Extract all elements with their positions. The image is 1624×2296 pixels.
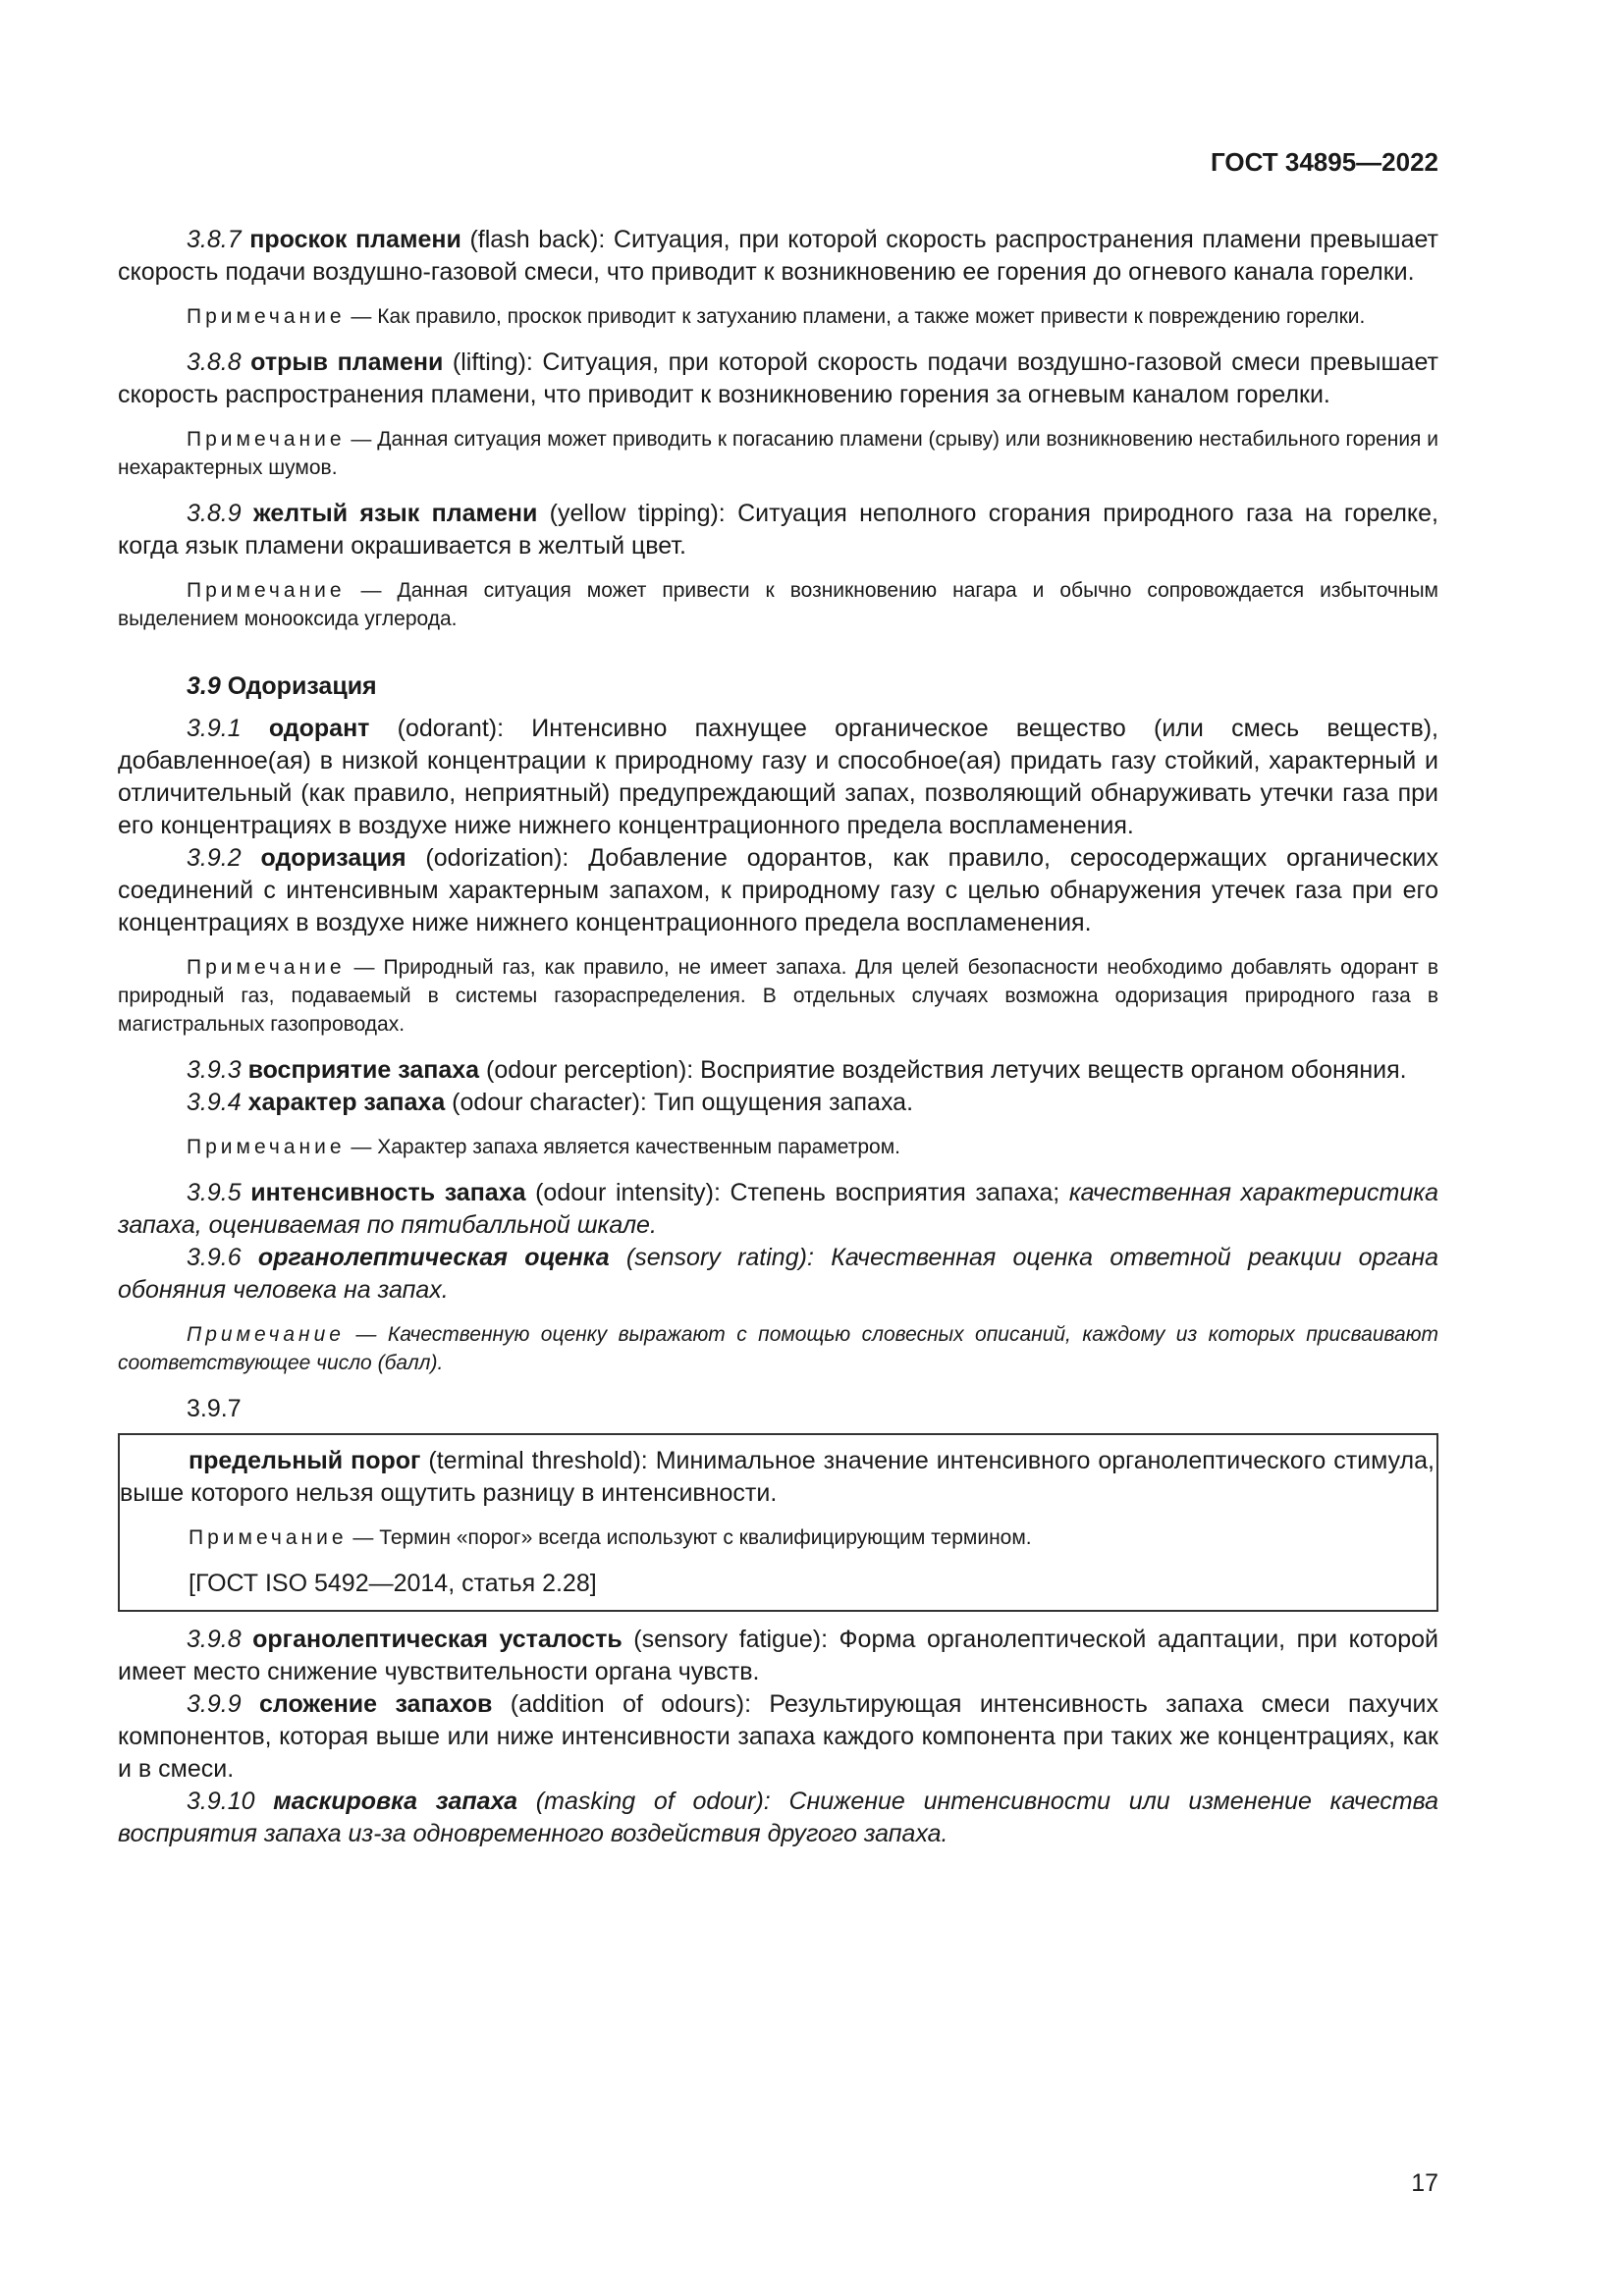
section-number: 3.9 (187, 672, 221, 700)
doc-code: ГОСТ 34895—2022 (1211, 147, 1438, 177)
note-label: Примечание (187, 1136, 346, 1158)
term-definition-italic: (masking of odour): Снижение интенсивности или изменение качества восприятия запаха из-за одновременного воздействия другого запаха. (118, 1788, 1438, 1847)
term-definition: (sensory fatigue): Форма органолептической адаптации, при которой имеет место снижение чувствительности органа чувств. (118, 1626, 1438, 1685)
note-3-9-6 (118, 1320, 1438, 1377)
term-3-8-8 (118, 347, 1438, 411)
term-number: 3.9.1 (187, 715, 242, 742)
term-name: маскировка запаха (273, 1788, 518, 1815)
term-number: 3.9.3 (187, 1056, 242, 1084)
term-name: характер запаха (247, 1089, 446, 1116)
term-name: восприятие запаха (247, 1056, 480, 1084)
page-number: 17 (1411, 2169, 1438, 2197)
term-number: 3.8.7 (187, 226, 242, 253)
note-label: Примечание (187, 428, 346, 451)
term-number: 3.9.9 (187, 1690, 242, 1718)
note-label: Примечание (187, 579, 346, 602)
note-label: Примечание (187, 305, 346, 328)
note-text: — Термин «порог» всегда используют с квалифицирующим термином. (347, 1526, 1032, 1549)
note-3-9-4 (118, 1133, 1438, 1161)
term-definition-italic: (sensory rating): Качественная оценка ответной реакции органа обоняния человека на запах. (118, 1244, 1439, 1304)
note-3-8-8 (118, 425, 1438, 482)
term-number: 3.9.4 (187, 1089, 242, 1116)
term-name: отрыв пламени (250, 348, 444, 376)
term-number: 3.8.8 (187, 348, 242, 376)
term-definition: (odour intensity): Степень восприятия запаха; (525, 1179, 1069, 1206)
term-name: органолептическая усталость (252, 1626, 623, 1653)
term-definition: (addition of odours): Результирующая интенсивность запаха смеси пахучих компонентов, которая выше или ниже интенсивности запаха каждого компонента при таких же концентрациях, как и в смеси. (118, 1690, 1438, 1783)
term-definition: (flash back): Ситуация, при которой скорость распространения пламени превышает скорость подачи воздушно-газовой смеси, что приводит к возникновению ее горения до огневого канала горелки. (118, 226, 1438, 286)
term-3-9-4 (118, 1087, 1438, 1119)
term-name: одорант (268, 715, 370, 742)
note-text: — Природный газ, как правило, не имеет запаха. Для целей безопасности необходимо добавлять одорант в природный газ, подаваемый в системы газораспределения. В отдельных случаях возможна одоризация природного газа в магистральных газопроводах. (118, 956, 1438, 1036)
term-3-9-8 (118, 1624, 1438, 1688)
term-3-9-3 (118, 1054, 1438, 1087)
note-text: — Данная ситуация может приводить к погасанию пламени (срыву) или возникновению нестабильного горения и нехарактерных шумов. (118, 428, 1438, 479)
document-body (118, 224, 1438, 1850)
term-definition: (lifting): Ситуация, при которой скорость подачи воздушно-газовой смеси превышает скорость распространения пламени, что приводит к возникновению горения за огневым каналом горелки. (118, 348, 1438, 408)
term-3-9-6 (118, 1242, 1438, 1307)
term-number: 3.9.10 (187, 1788, 255, 1815)
term-number-3-9-7: 3.9.7 (187, 1395, 242, 1422)
note-label: Примечание (187, 1323, 345, 1346)
note-text: — Характер запаха является качественным параметром. (345, 1136, 900, 1158)
term-number: 3.9.8 (187, 1626, 242, 1653)
term-definition: (odorant): Интенсивно пахнущее органическое вещество (или смесь веществ), добавленное(ая) в низкой концентрации к природному газу и способное(ая) придать газу стойкий, характерный и отличительный (как правило, неприятный) предупреждающий запах, позволяющий обнаруживать утечки газа при его концентрациях в воздухе ниже нижнего концентрационного предела воспламенения. (118, 715, 1438, 839)
term-number: 3.9.2 (187, 844, 242, 872)
term-3-9-2 (118, 842, 1438, 939)
term-3-9-9 (118, 1688, 1438, 1786)
note-text: — Качественную оценку выражают с помощью словесных описаний, каждому из которых присваивают соответствующее число (балл). (118, 1323, 1438, 1374)
section-title: Одоризация (227, 672, 377, 700)
note-text: — Данная ситуация может привести к возникновению нагара и обычно сопровождается избыточным выделением монооксида углерода. (118, 579, 1438, 630)
note-label: Примечание (189, 1526, 348, 1549)
term-name: одоризация (260, 844, 406, 872)
note-3-8-9 (118, 576, 1438, 633)
boxed-term-3-9-7 (118, 1433, 1438, 1612)
term-name: предельный порог (189, 1447, 421, 1474)
term-name: сложение запахов (259, 1690, 493, 1718)
source-reference: [ГОСТ ISO 5492—2014, статья 2.28] (189, 1570, 597, 1597)
note-3-9-2 (118, 953, 1438, 1039)
term-3-9-1 (118, 713, 1438, 842)
note-label: Примечание (187, 956, 346, 979)
term-name: желтый язык пламени (252, 500, 538, 527)
term-number: 3.9.5 (187, 1179, 242, 1206)
term-3-8-9 (118, 498, 1438, 562)
term-number: 3.9.6 (187, 1244, 242, 1271)
term-definition: (terminal threshold): Минимальное значение интенсивного органолептического стимула, выше которого нельзя ощутить разницу в интенсивности. (120, 1447, 1435, 1507)
term-definition: (odour character): Тип ощущения запаха. (445, 1089, 914, 1116)
term-name: проскок пламени (249, 226, 461, 253)
term-definition: (odour perception): Восприятие воздействия летучих веществ органом обоняния. (479, 1056, 1407, 1084)
section-heading-3-9 (118, 670, 1438, 703)
term-3-9-10 (118, 1786, 1438, 1850)
term-3-8-7 (118, 224, 1438, 289)
term-number: 3.8.9 (187, 500, 242, 527)
term-definition-italic: качественная характеристика запаха, оцениваемая по пятибалльной шкале. (118, 1179, 1438, 1239)
term-definition: (yellow tipping): Ситуация неполного сгорания природного газа на горелке, когда язык пламени окрашивается в желтый цвет. (118, 500, 1438, 560)
note-3-8-7 (118, 302, 1438, 331)
note-3-9-7 (120, 1523, 1436, 1552)
term-name: интенсивность запаха (250, 1179, 526, 1206)
note-text: — Как правило, проскок приводит к затуханию пламени, а также может привести к повреждению горелки. (345, 305, 1366, 328)
term-3-9-5 (118, 1177, 1438, 1242)
term-name: органолептическая оценка (257, 1244, 610, 1271)
term-3-9-7 (120, 1445, 1436, 1510)
term-definition: (odorization): Добавление одорантов, как правило, серосодержащих органических соединений с интенсивным характерным запахом, к природному газу с целью обнаружения утечек газа при его концентрациях в воздухе ниже нижнего концентрационного предела воспламенения. (118, 844, 1438, 936)
